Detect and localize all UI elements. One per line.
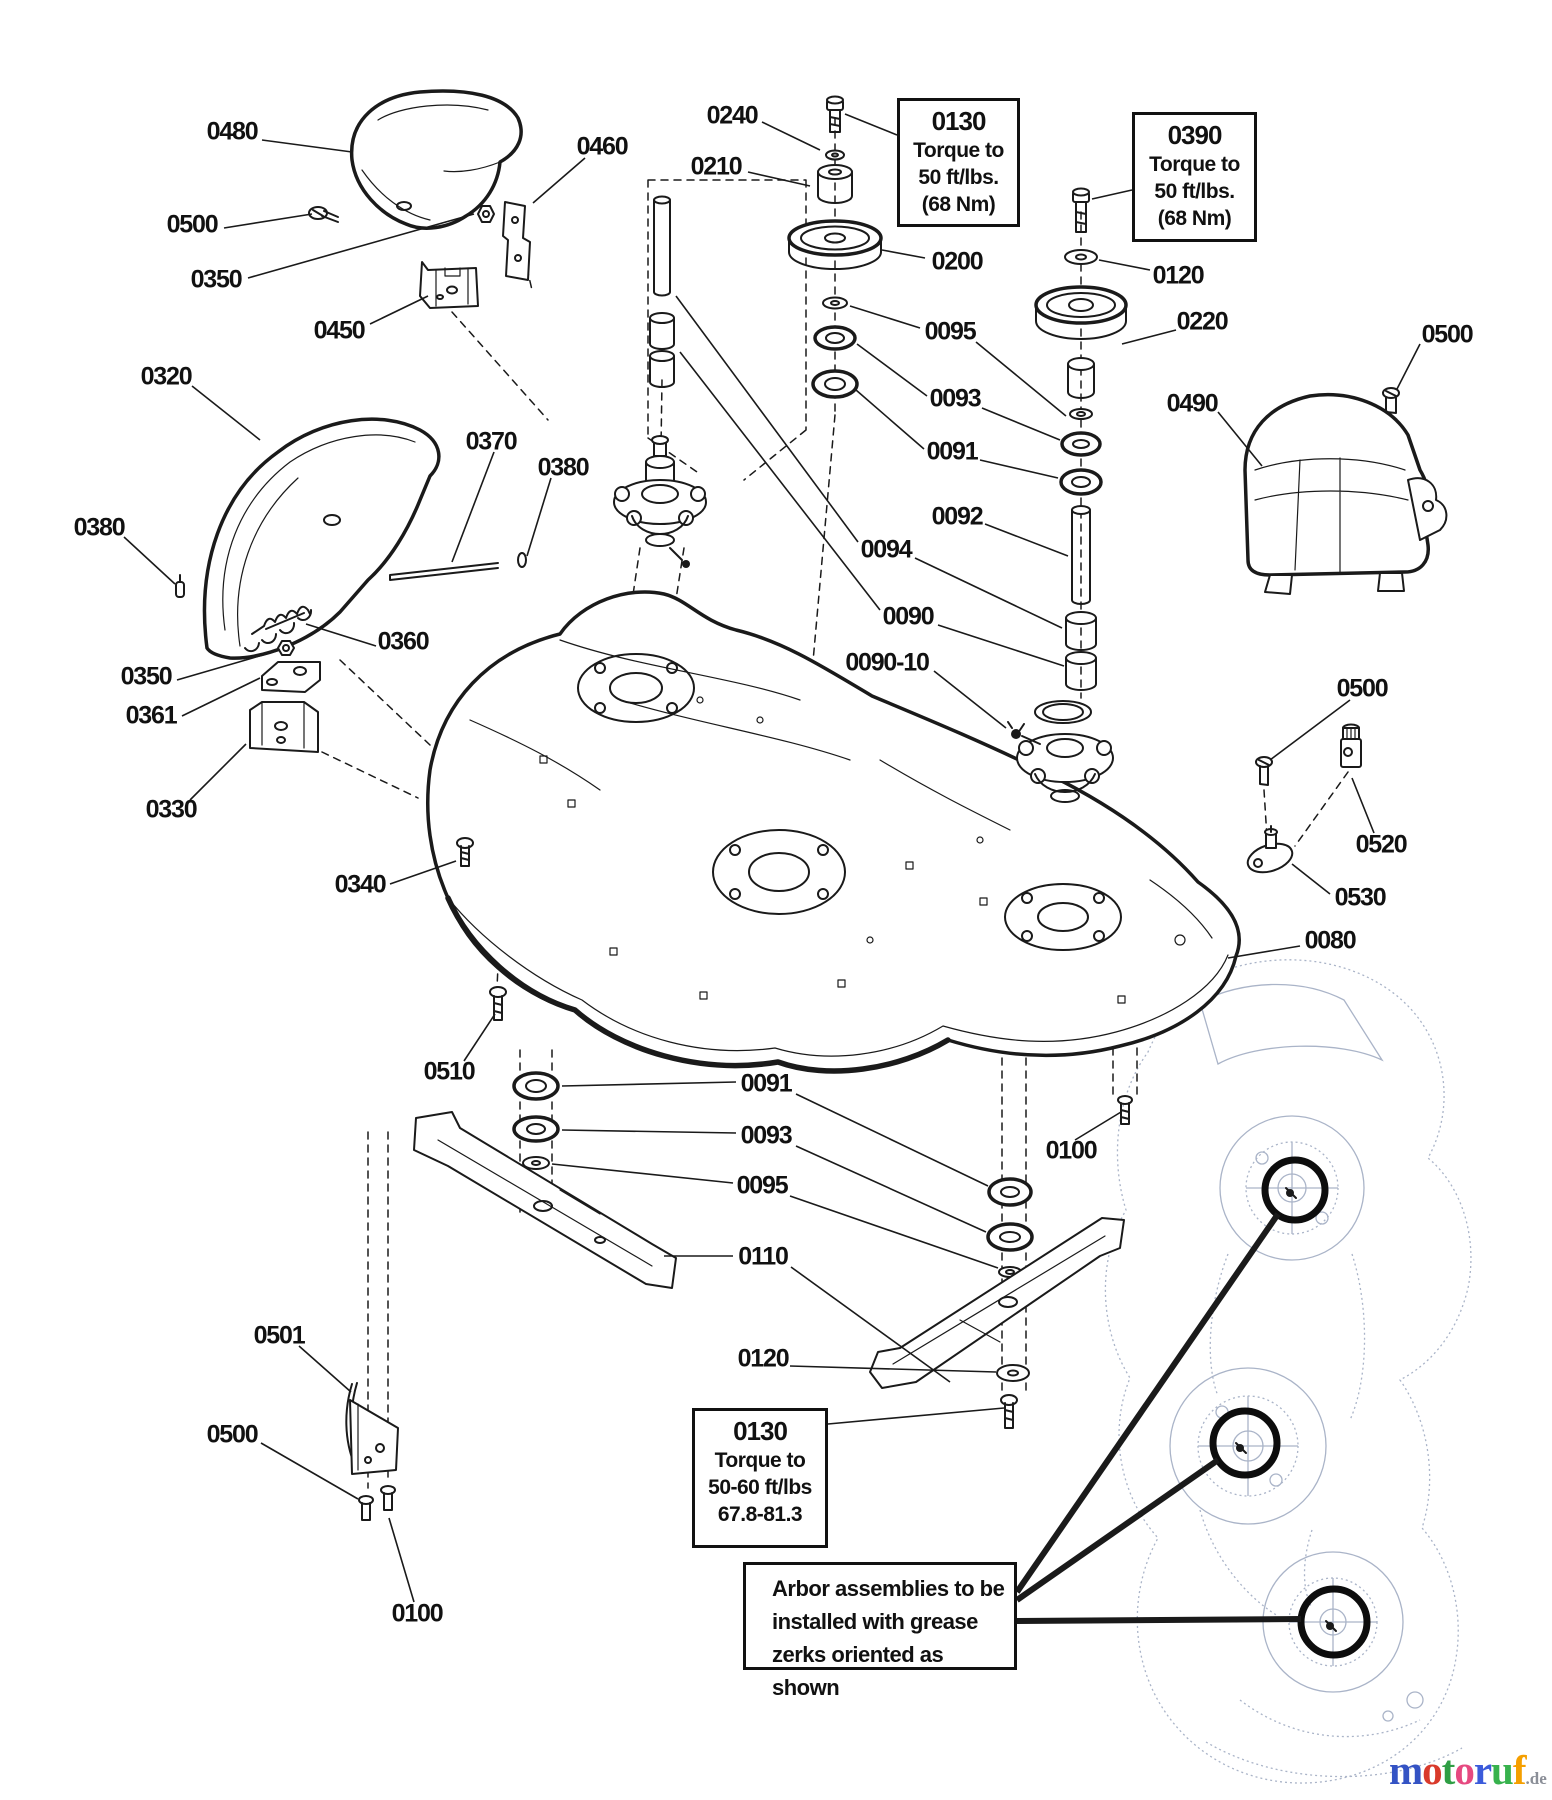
part-label-0361-25: 0361	[125, 701, 177, 730]
note-arbor-assemblies	[743, 1562, 1017, 1700]
part-label-0380-21: 0380	[537, 453, 589, 482]
part-label-0092-11: 0092	[931, 502, 983, 531]
screw-0500-topright	[1383, 388, 1399, 413]
leader-line	[261, 1443, 358, 1499]
leader-line	[533, 158, 585, 203]
part-label-0090-13: 0090	[882, 602, 934, 631]
bolt-0510	[490, 987, 506, 1020]
part-label-0530-30: 0530	[1334, 883, 1386, 912]
part-label-0120-15: 0120	[1152, 261, 1204, 290]
leader-line	[1122, 330, 1176, 344]
bracket-0460	[503, 202, 530, 280]
part-label-0110-36: 0110	[738, 1242, 788, 1271]
watermark-letter-0: m	[1389, 1747, 1423, 1793]
washer-0120-bottom	[997, 1365, 1029, 1381]
bracket-0330	[250, 702, 318, 752]
part-label-0450-3: 0450	[313, 316, 365, 345]
leader-line	[796, 1146, 986, 1232]
part-label-0370-20: 0370	[465, 427, 517, 456]
part-label-0490-18: 0490	[1166, 389, 1218, 418]
torque-note-0390-line-1: Torque to	[1149, 153, 1240, 176]
part-label-0091-10: 0091	[926, 437, 978, 466]
part-label-0500-28: 0500	[1336, 674, 1388, 703]
torque-note-0130-top-line-2: 50 ft/lbs.	[918, 166, 999, 189]
part-label-0500-1: 0500	[166, 210, 218, 239]
part-label-0460-4: 0460	[576, 132, 628, 161]
cover-0490	[1245, 395, 1446, 594]
leader-line	[190, 744, 246, 800]
cover-0480	[352, 91, 521, 228]
torque-note-0130-bottom-line-1: Torque to	[714, 1449, 806, 1472]
leader-line	[938, 625, 1064, 666]
part-label-0220-16: 0220	[1176, 307, 1228, 336]
leader-line	[464, 1014, 495, 1061]
leader-line	[1099, 260, 1150, 270]
note-arbor-assemblies-line-0: Arbor assemblies to be	[772, 1576, 1005, 1601]
leader-line	[552, 1164, 733, 1183]
torque-note-0130-bottom-line-0: 0130	[733, 1416, 787, 1446]
part-label-0100-38: 0100	[1045, 1136, 1097, 1165]
leader-line	[1270, 700, 1350, 760]
torque-note-0130-bottom-line-3: 67.8-81.3	[717, 1503, 803, 1526]
nut-0350-mid	[278, 641, 294, 655]
left-arbor-hub	[614, 436, 706, 568]
part-label-0120-37: 0120	[737, 1344, 789, 1373]
part-label-0090-10-14: 0090-10	[845, 648, 929, 677]
note-arbor-assemblies-line-1: installed with grease	[772, 1609, 978, 1634]
leader-line	[796, 1094, 988, 1186]
leader-line	[124, 537, 175, 584]
leader-line	[850, 306, 920, 328]
part-label-0380-22: 0380	[73, 513, 125, 542]
part-label-0520-29: 0520	[1355, 830, 1407, 859]
part-label-0330-26: 0330	[145, 795, 197, 824]
part-label-0094-12: 0094	[860, 535, 912, 564]
leader-line	[389, 1518, 414, 1602]
torque-note-0390-line-0: 0390	[1167, 120, 1222, 150]
leader-line	[790, 1196, 998, 1268]
watermark-letter-2: t	[1441, 1747, 1455, 1793]
leader-line	[976, 342, 1066, 416]
watermark-letter-4: r	[1473, 1747, 1492, 1793]
leader-line	[1092, 190, 1132, 199]
leader-line	[248, 214, 474, 278]
leader-line	[982, 408, 1060, 440]
leader-line	[762, 122, 820, 150]
part-label-0100-41: 0100	[391, 1599, 443, 1628]
torque-note-0130-top-line-3: (68 Nm)	[921, 193, 996, 216]
leader-line	[845, 114, 897, 135]
part-label-0095-8: 0095	[924, 317, 976, 346]
part-label-0320-19: 0320	[140, 362, 192, 391]
watermark-letter-1: o	[1422, 1747, 1442, 1793]
grease-zerk-0520	[1341, 725, 1361, 768]
part-label-0350-24: 0350	[120, 662, 172, 691]
mount-0530	[1244, 826, 1296, 877]
deck-shell	[428, 592, 1239, 1071]
leader-line	[1017, 1619, 1301, 1621]
leader-line	[1292, 864, 1330, 894]
rod-0370	[390, 553, 526, 580]
watermark-motoruf	[1389, 1748, 1547, 1800]
leader-line	[262, 140, 352, 152]
torque-note-0390-line-3: (68 Nm)	[1157, 207, 1232, 230]
leader-line	[306, 624, 376, 646]
cover-0320	[205, 419, 439, 658]
bolt-0100-right	[1118, 1096, 1132, 1124]
torque-note-0130-bottom-line-2: 50-60 ft/lbs	[708, 1476, 812, 1499]
nut-0350-topleft	[478, 206, 494, 222]
leader-line	[562, 1082, 736, 1086]
screw-0500-topleft	[309, 207, 338, 222]
watermark-letter-3: o	[1454, 1747, 1474, 1793]
screw-0500-mid	[1256, 757, 1272, 785]
leader-line	[856, 390, 924, 449]
part-label-0091-33: 0091	[740, 1069, 792, 1098]
left-arbor-stack	[650, 197, 674, 388]
leader-line	[748, 172, 810, 186]
pin-0380-left	[176, 575, 184, 597]
leader-line	[452, 452, 494, 562]
bracket-0450	[420, 262, 478, 308]
part-label-0200-7: 0200	[931, 247, 983, 276]
leader-line	[882, 250, 925, 258]
bracket-0501-plate	[350, 1400, 398, 1474]
leader-line	[562, 1130, 736, 1133]
torque-note-0130-top-line-0: 0130	[931, 106, 986, 136]
note-arbor-assemblies-line-2: zerks oriented as shown	[772, 1642, 944, 1700]
part-label-0093-34: 0093	[740, 1121, 792, 1150]
part-label-0480-0: 0480	[206, 117, 258, 146]
bracket-0361	[262, 662, 320, 692]
part-label-0340-27: 0340	[334, 870, 386, 899]
watermark-letter-6: f	[1512, 1747, 1526, 1793]
leader-line	[192, 386, 260, 440]
part-label-0500-17: 0500	[1421, 320, 1473, 349]
part-label-0500-40: 0500	[206, 1420, 258, 1449]
bottom-right-bearing-stack	[988, 1179, 1032, 1277]
leader-line	[1397, 344, 1420, 389]
part-label-0350-2: 0350	[190, 265, 242, 294]
leader-line	[915, 558, 1062, 628]
part-label-0093-9: 0093	[929, 384, 981, 413]
torque-note-0130-bottom	[692, 1408, 828, 1548]
leader-line	[985, 524, 1068, 556]
watermark-suffix: .de	[1525, 1769, 1547, 1788]
part-label-0080-31: 0080	[1304, 926, 1356, 955]
leader-line	[1352, 778, 1374, 833]
torque-note-0130-top	[897, 98, 1020, 227]
leader-line	[934, 671, 1006, 728]
leader-line	[857, 344, 927, 396]
torque-note-0390-line-2: 50 ft/lbs.	[1154, 180, 1235, 203]
leader-line	[299, 1346, 351, 1392]
leader-line	[370, 296, 428, 324]
leader-line	[980, 460, 1058, 478]
leader-line	[791, 1267, 950, 1382]
watermark-letter-5: u	[1491, 1747, 1513, 1793]
bolt-0130-bottom	[1001, 1395, 1017, 1428]
part-label-0360-23: 0360	[377, 627, 429, 656]
ghost-deck-preview	[1105, 960, 1471, 1783]
part-label-0095-35: 0095	[736, 1171, 788, 1200]
leader-line	[527, 478, 551, 556]
torque-note-0390	[1132, 112, 1257, 242]
bolts-0500-0100-bottomleft	[359, 1486, 395, 1520]
part-label-0210-6: 0210	[690, 152, 742, 181]
leader-line	[182, 678, 260, 716]
part-label-0240-5: 0240	[706, 101, 758, 130]
leader-line	[1017, 1460, 1218, 1600]
part-label-0510-32: 0510	[423, 1057, 475, 1086]
torque-note-0130-top-line-1: Torque to	[913, 139, 1004, 162]
leader-line	[828, 1408, 1004, 1424]
part-label-0501-39: 0501	[253, 1321, 305, 1350]
leader-line	[224, 214, 312, 228]
